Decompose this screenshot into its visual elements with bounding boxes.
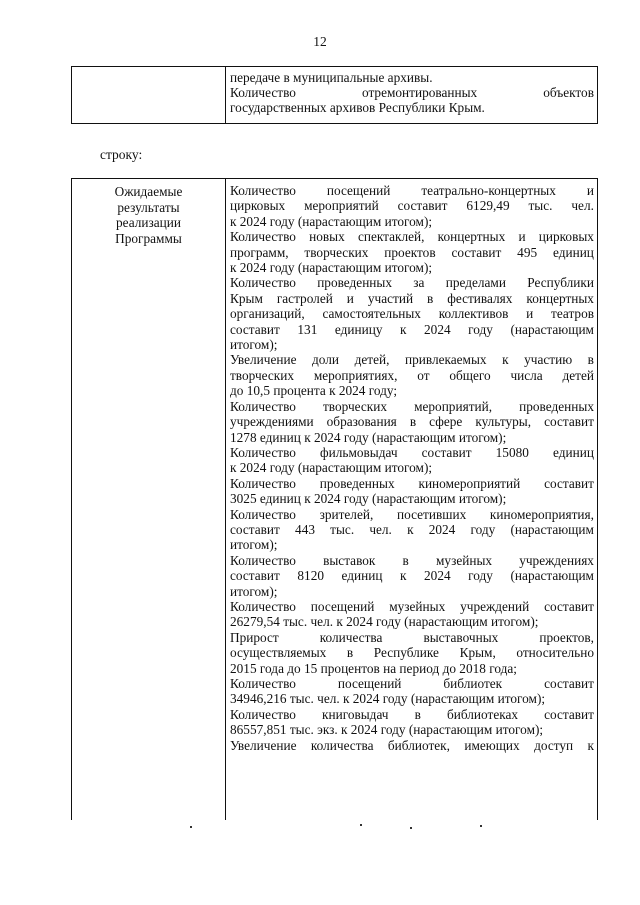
top-table-right-cell [227,67,597,123]
text-line: осуществляемых в Республике Крым, относительно [230,645,594,661]
text-line: составит 443 тыс. чел. к 2024 году (нарастающим [230,521,594,537]
text-line: творческих мероприятиях, от общего числа детей [230,367,594,383]
top-table [71,66,598,124]
text-line: учреждениями образования в сфере культуры, составит [230,414,594,430]
text-line: составит 131 единицу к 2024 году (нарастающим [230,321,594,337]
text-line: 3025 единиц к 2024 году (нарастающим итогом); [230,491,507,507]
text-line: итогом); [230,537,278,553]
results-table-left-cell [72,179,226,820]
scan-speck [480,825,482,827]
text-line: Количество посещений музейных учреждений составит [230,598,594,614]
text-line: организаций, самостоятельных коллективов и театров [230,306,594,322]
text-line: передаче в муниципальные архивы. [230,70,433,85]
text-line: 2015 года до 15 процентов на период до 2018 года; [230,660,517,676]
text-line: Прирост количества выставочных проектов, [230,629,594,645]
scan-speck [410,827,412,829]
scan-speck [190,826,192,828]
results-label-line: Ожидаемые [114,184,183,199]
text-line: до 10,5 процента к 2024 году; [230,383,398,399]
text-line: Количество проведенных киномероприятий составит [230,475,594,491]
text-line: Количество книговыдач в библиотеках составит [230,706,594,722]
text-line: 26279,54 тыс. чел. к 2024 году (нарастающим итогом); [230,614,539,630]
text-line: программ, творческих проектов составит 495 единиц [230,244,594,260]
text-line: Количество творческих мероприятий, проведенных [230,398,594,414]
text-line: цирковых мероприятий составит 6129,49 тыс. чел. [230,198,594,214]
text-line: Количество отремонтированных объектов [230,85,594,101]
scan-marks [0,824,640,834]
results-label-line: реализации [116,215,181,231]
text-line: итогом); [230,583,278,599]
text-line: 86557,851 тыс. экз. к 2024 году (нарастающим итогом); [230,722,544,738]
results-table [71,178,598,820]
replace-label: строку: [100,147,143,162]
text-line: Количество фильмовыдач составит 15080 единиц [230,444,594,460]
results-table-right-cell [227,179,597,820]
text-line: Крым гастролей и участий в фестивалях концертных [230,290,594,306]
text-line: Количество посещений библиотек составит [230,676,594,691]
text-line: Количество зрителей, посетивших киномероприятия, [230,506,594,522]
top-table-left-cell [72,67,226,123]
text-line: к 2024 году (нарастающим итогом); [230,260,433,276]
page-number: 12 [313,34,327,49]
text-line: Количество выставок в музейных учреждениях [230,552,594,568]
text-line: 1278 единиц к 2024 году (нарастающим итогом); [230,429,507,445]
text-line: Увеличение количества библиотек, имеющих доступ к [230,737,594,753]
text-line: Количество проведенных за пределами Республики [230,275,594,291]
text-line: итогом); [230,337,278,353]
text-line: к 2024 году (нарастающим итогом); [230,213,433,229]
text-line: Количество новых спектаклей, концертных и цирковых [230,229,594,245]
text-line: составит 8120 единиц к 2024 году (нарастающим [230,568,594,584]
text-line: государственных архивов Республики Крым. [230,100,485,116]
text-line: Количество посещений театрально-концертных и [230,183,594,198]
text-line: 34946,216 тыс. чел. к 2024 году (нарастающим итогом); [230,691,546,707]
results-label-line: результаты [117,199,180,215]
text-line: Увеличение доли детей, привлекаемых к участию в [230,352,594,368]
scan-speck [360,824,362,826]
results-label-line: Программы [115,230,182,246]
text-line: к 2024 году (нарастающим итогом); [230,460,433,476]
